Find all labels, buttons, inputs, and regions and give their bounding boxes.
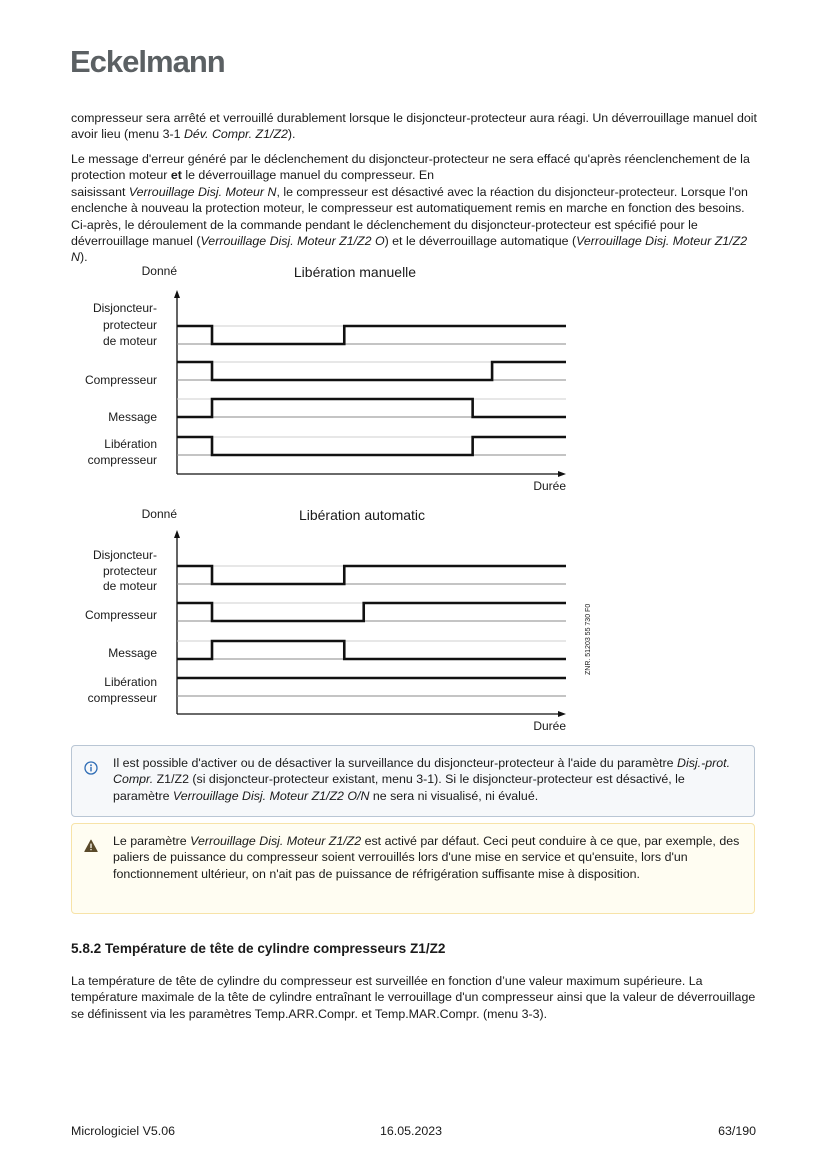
signal-waveform	[177, 362, 566, 380]
y-axis-label: Donné	[141, 507, 177, 521]
timing-diagram-automatic	[85, 507, 592, 733]
signal-waveform	[177, 603, 566, 621]
section-body: La température de tête de cylindre du compresseur est surveillée en fonction d’une valeur maximum supérieure. La température maximale de la tête de cylindre entraînant le verrouillage d'un compresseur ainsi que la valeur de déverrouillage se définissent via les paramètres Temp.ARR.Compr. et Temp.MAR.Compr. (menu 3-3).	[71, 974, 756, 1021]
signal-label: protecteur	[102, 564, 157, 578]
eckelmann-logo: Eckelmann	[70, 44, 225, 79]
signal-label: Compresseur	[84, 608, 157, 622]
signal-label: de moteur	[102, 579, 157, 593]
x-axis-label: Durée	[533, 479, 566, 493]
signal-label: compresseur	[87, 691, 157, 705]
diagram-title: Libération manuelle	[293, 264, 417, 280]
diagram-title: Libération automatic	[298, 507, 426, 523]
y-axis-label: Donné	[141, 264, 177, 278]
signal-label: Libération	[104, 675, 157, 689]
signal-label: Disjoncteur-	[92, 301, 157, 315]
paragraph-description: Le message d'erreur généré par le déclenchement du disjoncteur-protecteur ne sera effacé qu'après réenclenchement de la protection moteur et le déverrouillage manuel du compresseur. En saisissant Verrouillage Disj. Moteur N, le compresseur est désactivé avec la réaction du disjoncteur-protecteur. Lorsque l'on enclenche à nouveau la protection moteur, le compresseur est automatiquement remis en marche en fonction des besoins. Ci-après, le déroulement de la commande pendant le déclenchement du disjoncteur-protecteur est spécifié pour le déverrouillage manuel (Verrouillage Disj. Moteur Z1/Z2 O) et le déverrouillage automatique (Verrouillage Disj. Moteur Z1/Z2 N).	[71, 152, 750, 265]
y-axis-arrow-icon	[174, 290, 180, 298]
footer-page-number: 63/190	[718, 1124, 756, 1138]
signal-waveform	[177, 437, 566, 455]
signal-label: Disjoncteur-	[92, 548, 157, 562]
signal-waveform	[177, 641, 566, 659]
signal-label: Message	[108, 410, 157, 424]
footer-software-version: Micrologiciel V5.06	[71, 1124, 175, 1138]
signal-label: Libération	[104, 437, 157, 451]
x-axis-label: Durée	[533, 719, 566, 733]
info-note-text: Il est possible d'activer ou de désactiver la surveillance du disjoncteur-protecteur à l'aide du paramètre Disj.-prot. Compr. Z1/Z2 (si disjoncteur-protecteur existant, menu 3-1). Si le disjoncteur-protecteur est désactivé, le paramètre Verrouillage Disj. Moteur Z1/Z2 O/N ne sera ni visualisé, ni évalué.	[113, 756, 731, 803]
section-heading: 5.8.2 Température de tête de cylindre compresseurs Z1/Z2	[71, 941, 446, 956]
signal-waveform	[177, 326, 566, 344]
figure-code: ZNR. 51203 55 730 F0	[585, 603, 592, 675]
x-axis-arrow-icon	[558, 711, 566, 717]
warning-note-text: Le paramètre Verrouillage Disj. Moteur Z1/Z2 est activé par défaut. Ceci peut conduire à ce que, par exemple, des paliers de puissance du compresseur soient verrouillés lors d'une mise en service et qu'ensuite, lors d'un fonctionnement ultérieur, on n'ait pas de puissance de réfrigération suffisante mise à disposition.	[113, 834, 740, 881]
warning-triangle-icon	[84, 839, 98, 853]
signal-waveform	[177, 399, 566, 417]
info-circle-icon	[84, 761, 98, 775]
y-axis-arrow-icon	[174, 530, 180, 538]
signal-label: de moteur	[102, 334, 157, 348]
x-axis-arrow-icon	[558, 471, 566, 477]
footer-date: 16.05.2023	[380, 1124, 443, 1138]
signal-label: compresseur	[87, 453, 157, 467]
paragraph-intro: compresseur sera arrêté et verrouillé durablement lorsque le disjoncteur-protecteur aura réagi. Un déverrouillage manuel doit avoir lieu (menu 3-1 Dév. Compr. Z1/Z2).	[71, 111, 757, 142]
signal-waveform	[177, 566, 566, 584]
signal-label: Compresseur	[84, 373, 157, 387]
warning-note	[71, 823, 755, 914]
info-note	[71, 745, 755, 817]
signal-label: Message	[108, 646, 157, 660]
timing-diagram-manual	[85, 264, 566, 493]
signal-label: protecteur	[102, 318, 157, 332]
